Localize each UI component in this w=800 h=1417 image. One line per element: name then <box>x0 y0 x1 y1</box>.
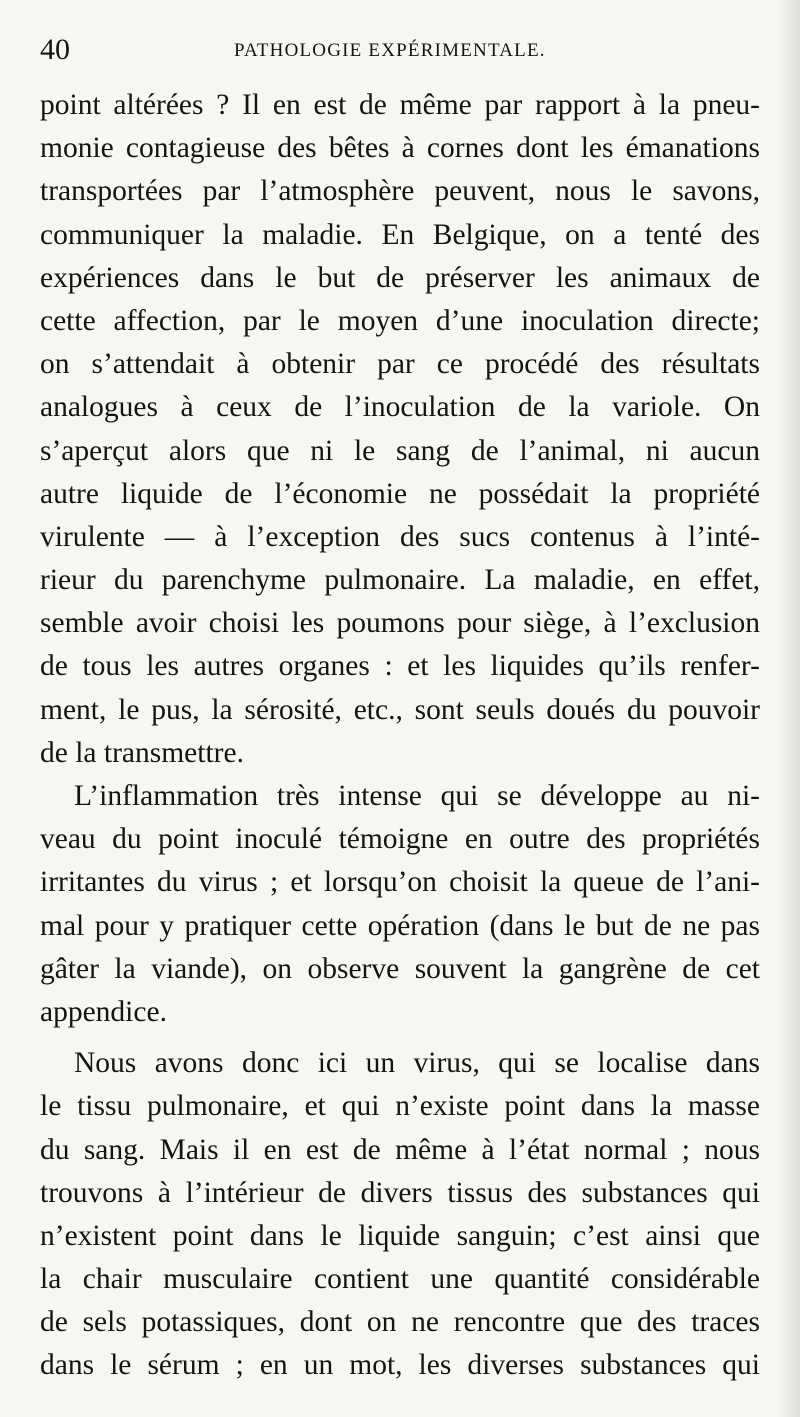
page-number: 40 <box>40 33 70 66</box>
paragraph-gap <box>40 1034 760 1042</box>
text-line: rieur du parenchyme pulmonaire. La maladie, en effet, <box>40 564 760 597</box>
text-line: L’inflammation très intense qui se développe au ni- <box>74 780 760 812</box>
page-header <box>40 30 760 70</box>
text-line: de tous les autres organes : et les liquides qu’ils renfer- <box>40 650 760 683</box>
text-line: s’aperçut alors que ni le sang de l’animal, ni aucun <box>40 434 760 467</box>
text-line: point altérées ? Il en est de même par rapport à la pneu- <box>40 89 760 121</box>
text-line: monie contagieuse des bêtes à cornes dont les émanations <box>40 132 760 165</box>
text-line: Nous avons donc ici un virus, qui se localise dans <box>74 1047 760 1080</box>
text-line: de la transmettre. <box>40 736 244 769</box>
text-line: expériences dans le but de préserver les animaux de <box>40 261 760 294</box>
text-line: de sels potassiques, dont on ne rencontre que des traces <box>40 1306 760 1339</box>
body-text <box>40 84 760 1388</box>
text-line: dans le sérum ; en un mot, les diverses substances qui <box>40 1349 760 1382</box>
text-line: virulente — à l’exception des sucs contenus à l’inté- <box>40 520 760 553</box>
page-edge-shadow <box>778 0 800 1417</box>
text-line: on s’attendait à obtenir par ce procédé des résultats <box>40 348 760 381</box>
text-line: ment, le pus, la sérosité, etc., sont seuls doués du pouvoir <box>40 693 760 726</box>
text-line: du sang. Mais il en est de même à l’état normal ; nous <box>40 1133 760 1166</box>
text-line: analogues à ceux de l’inoculation de la variole. On <box>40 391 760 424</box>
text-line: mal pour y pratiquer cette opération (dans le but de ne pas <box>40 909 760 942</box>
text-line: autre liquide de l’économie ne possédait la propriété <box>40 477 760 510</box>
text-line: veau du point inoculé témoigne en outre des propriétés <box>40 823 760 856</box>
running-head: PATHOLOGIE EXPÉRIMENTALE. <box>234 40 546 61</box>
text-line: la chair musculaire contient une quantité considérable <box>40 1263 760 1296</box>
text-line: irritantes du virus ; et lorsqu’on choisit la queue de l’ani- <box>40 866 760 899</box>
text-line: cette affection, par le moyen d’une inoculation directe; <box>40 304 760 337</box>
text-line: le tissu pulmonaire, et qui n’existe point dans la masse <box>40 1090 760 1123</box>
text-line: communiquer la maladie. En Belgique, on a tenté des <box>40 218 760 251</box>
text-line: gâter la viande), on observe souvent la gangrène de cet <box>40 952 760 985</box>
text-line: transportées par l’atmosphère peuvent, nous le savons, <box>40 175 760 208</box>
text-line: semble avoir choisi les poumons pour siège, à l’exclusion <box>40 607 760 640</box>
text-line: appendice. <box>40 995 167 1028</box>
text-line: n’existent point dans le liquide sanguin; c’est ainsi que <box>40 1219 760 1252</box>
text-line: trouvons à l’intérieur de divers tissus des substances qui <box>40 1176 760 1209</box>
